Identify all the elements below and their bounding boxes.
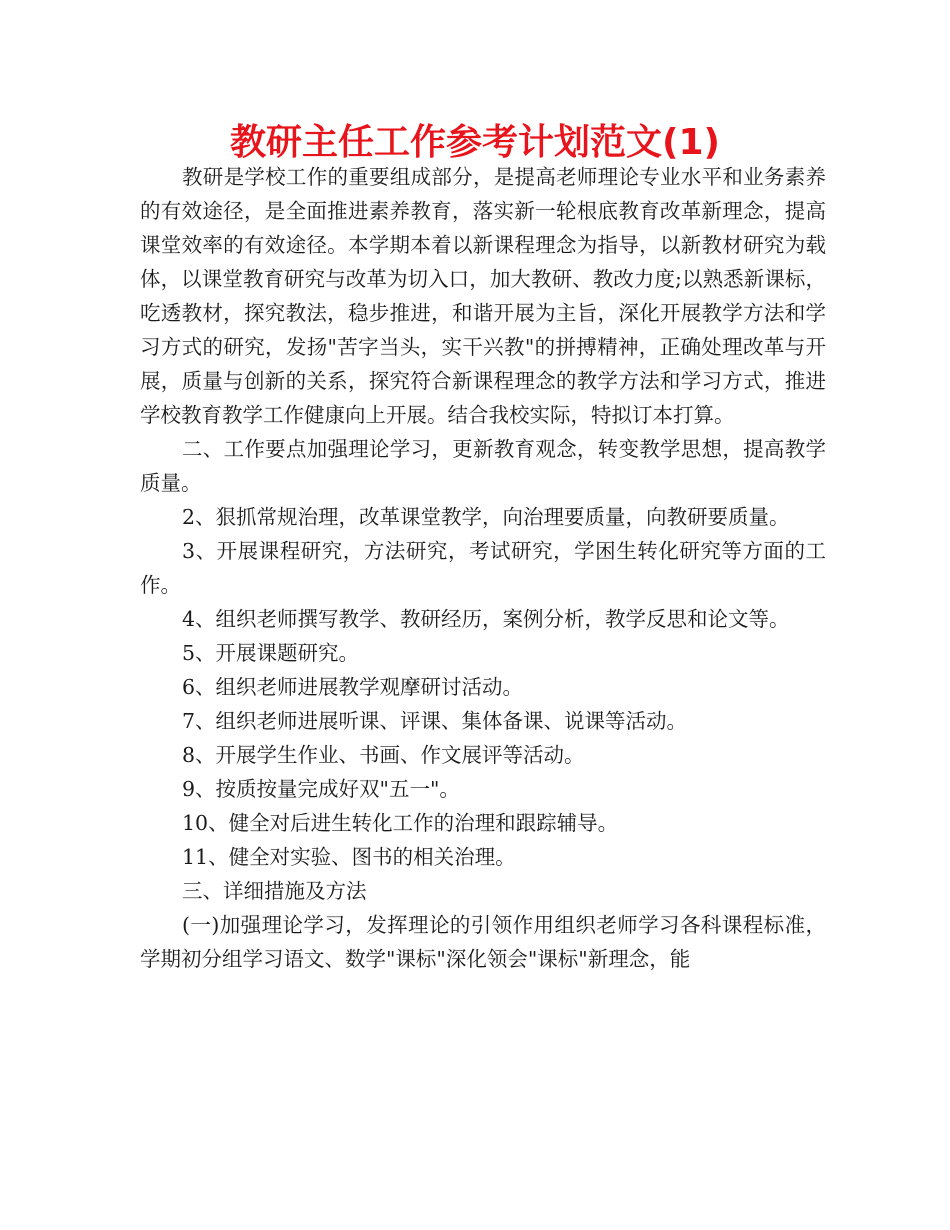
list-item-8: 8、开展学生作业、书画、作文展评等活动。: [182, 743, 585, 767]
paragraph-measures-one: (一)加强理论学习，发挥理论的引领作用组织老师学习各科课程标准，学期初分组学习语文、数学"课标"深化领会"课标"新理念，能: [140, 913, 826, 971]
list-item-7: 7、组织老师进展听课、评课、集体备课、说课等活动。: [182, 709, 688, 733]
list-item-9: 9、按质按量完成好双"五一"。: [182, 777, 460, 801]
section-heading-three: 三、详细措施及方法: [182, 879, 367, 903]
list-item-4: 4、组织老师撰写教学、教研经历，案例分析，教学反思和论文等。: [182, 607, 790, 631]
list-item-6: 6、组织老师进展教学观摩研讨活动。: [182, 675, 524, 699]
paragraph-intro: 教研是学校工作的重要组成部分，是提高老师理论专业水平和业务素养的有效途径，是全面推进素养教育，落实新一轮根底教育改革新理念，提高课堂效率的有效途径。本学期本着以新课程理念为指导，以新教材研究为载体，以课堂教育研究与改革为切入口，加大教研、教改力度;以熟悉新课标，吃透教材，探究教法，稳步推进，和谐开展为主旨，深化开展教学方法和学习方式的研究，发扬"苦字当头，实干兴教"的拼搏精神，正确处理改革与开展，质量与创新的关系，探究符合新课程理念的教学方法和学习方式，推进学校教育教学工作健康向上开展。结合我校实际，特拟订本打算。: [140, 165, 826, 427]
document-title: 教研主任工作参考计划范文(1): [230, 122, 720, 163]
list-item-10: 10、健全对后进生转化工作的治理和跟踪辅导。: [182, 811, 619, 835]
list-item-2: 2、狠抓常规治理，改革课堂教学，向治理要质量，向教研要质量。: [182, 505, 790, 529]
document-body: [140, 160, 826, 976]
list-item-3: 3、开展课程研究，方法研究，考试研究，学困生转化研究等方面的工作。: [140, 539, 826, 597]
paragraph-section-two: 二、工作要点加强理论学习，更新教育观念，转变教学思想，提高教学质量。: [140, 437, 826, 495]
list-item-5: 5、开展课题研究。: [182, 641, 360, 665]
list-item-11: 11、健全对实验、图书的相关治理。: [182, 845, 516, 869]
